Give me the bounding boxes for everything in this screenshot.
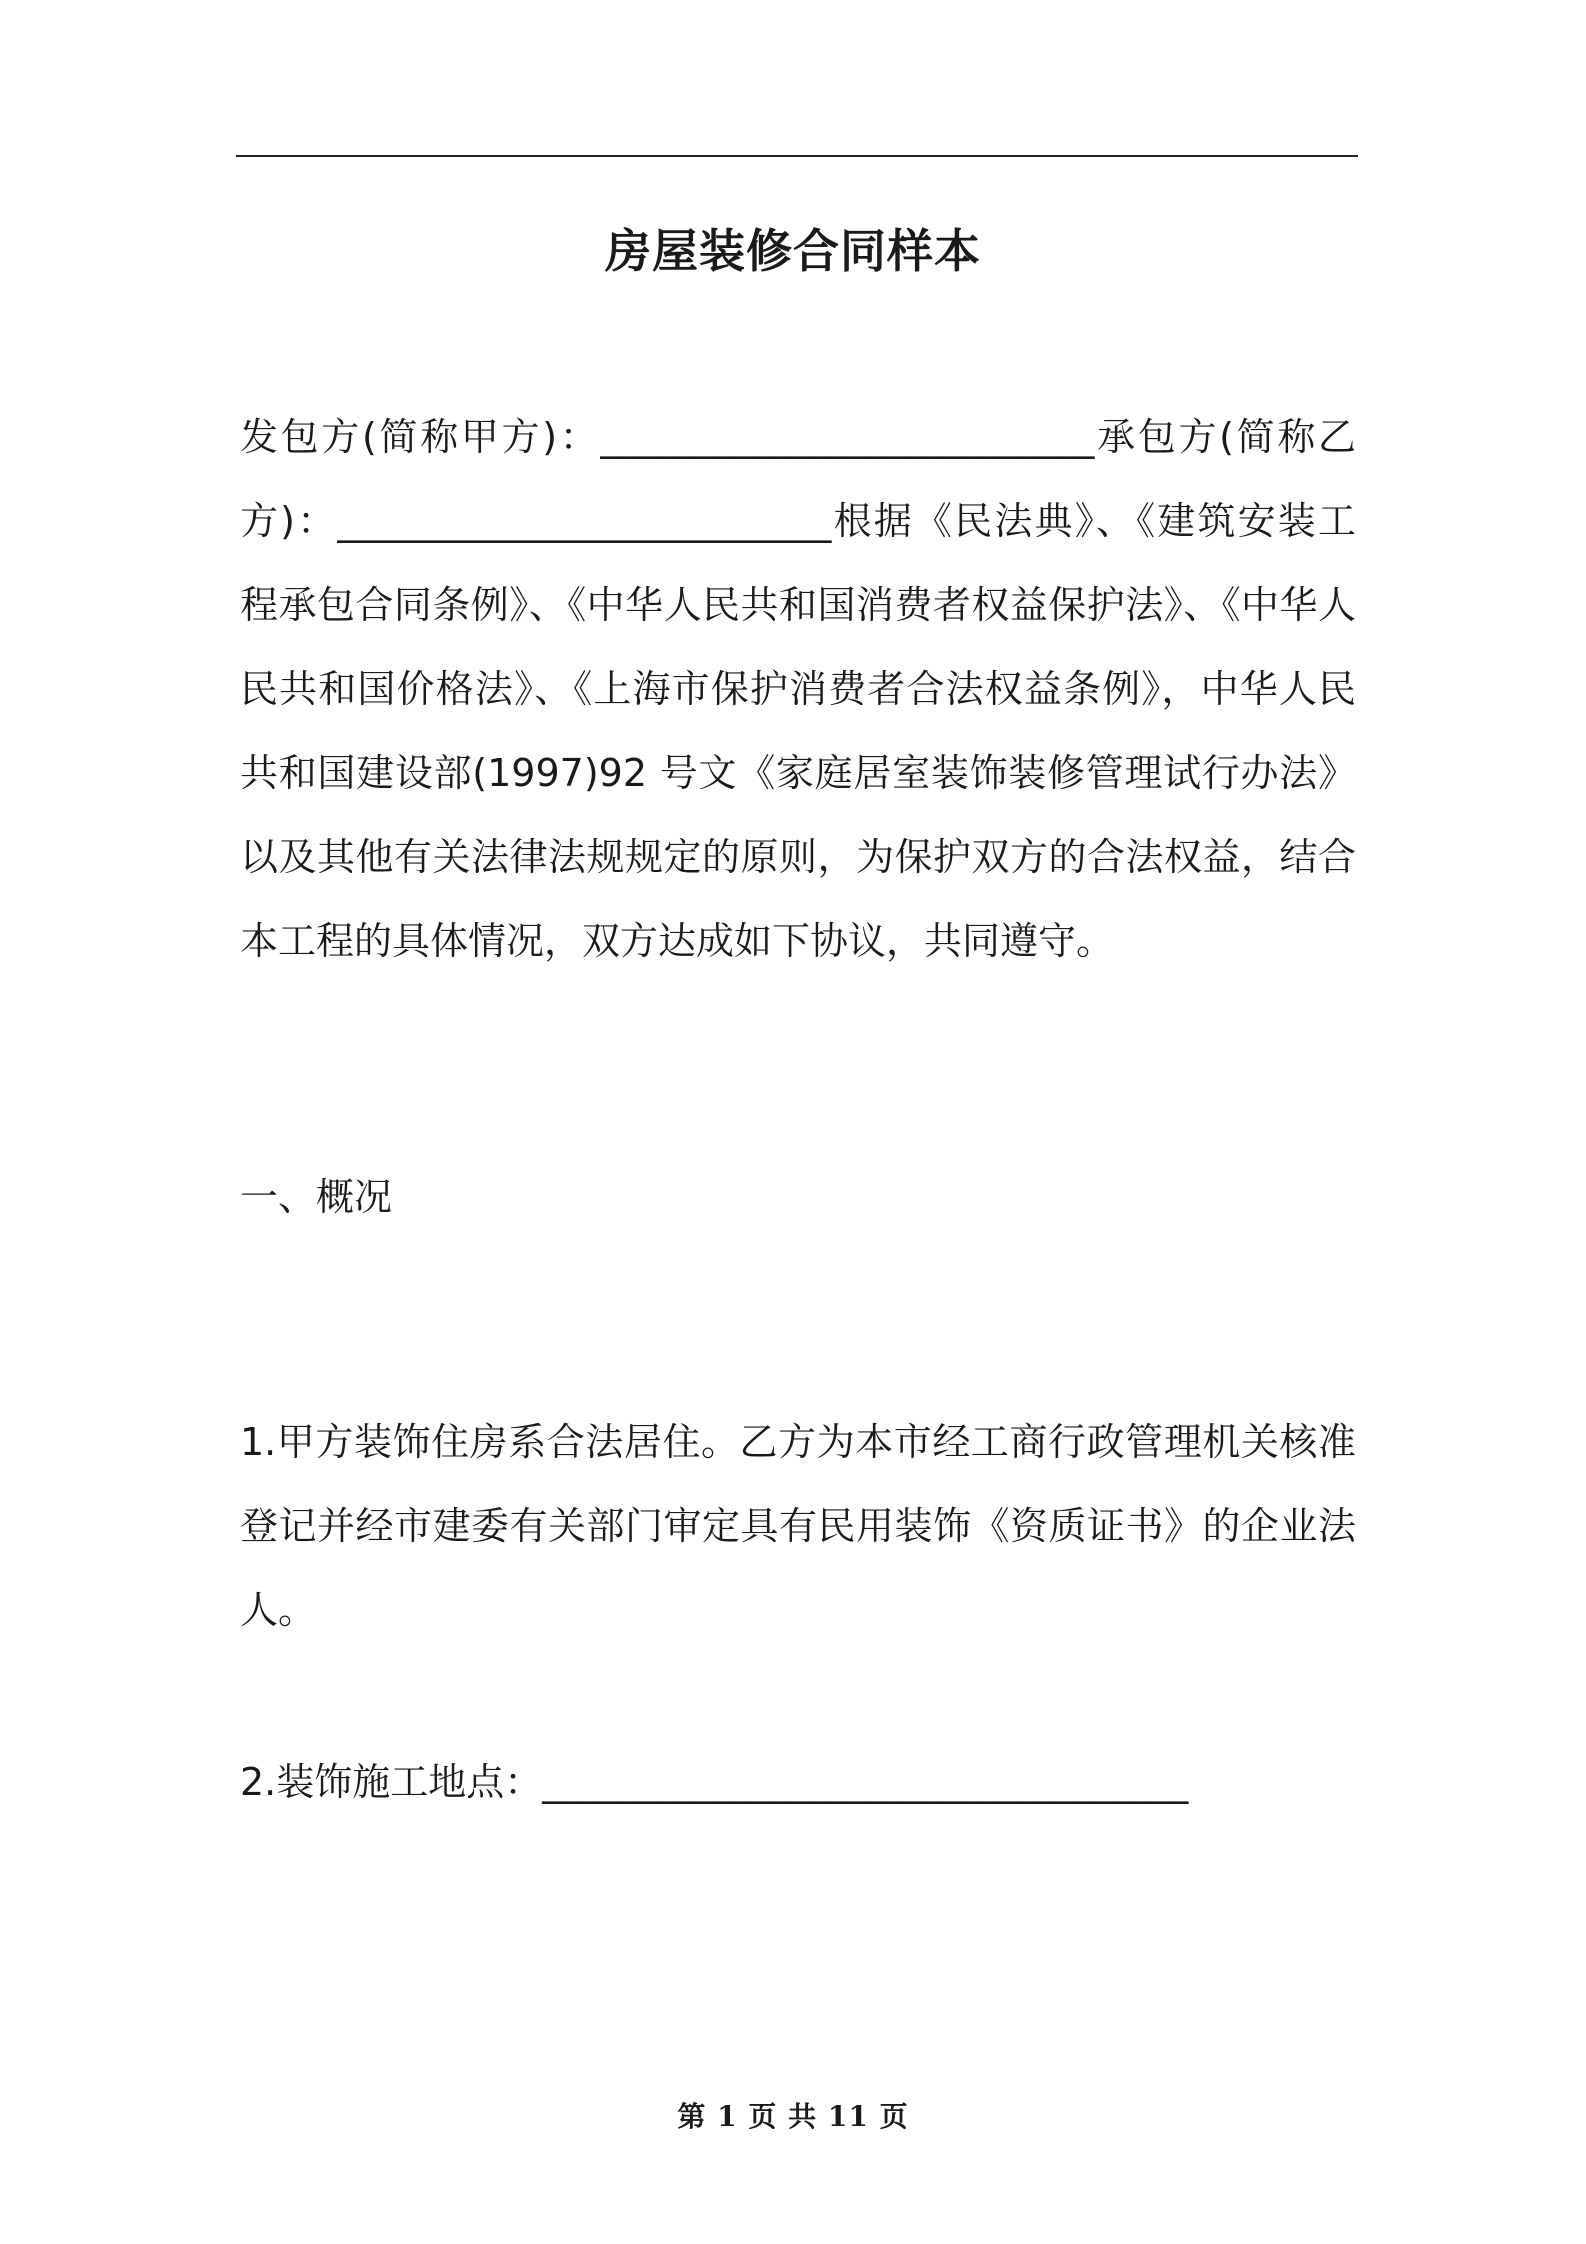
page-number-footer: 第 1 页 共 11 页 [677,2100,909,2133]
clause-2-construction-site: 2.装饰施工地点：__________________________________ [240,1760,1189,1804]
section-heading-overview: 一、概况 [240,1175,393,1219]
document-title: 房屋装修合同样本 [605,224,981,278]
clause-1-paragraph: 1.甲方装饰住房系合法居住。乙方为本市经工商行政管理机关核准登记并经市建委有关部门审定具有民用装饰《资质证书》的企业法人。 [240,1420,1356,1632]
header-rule [236,155,1358,157]
preamble-paragraph: 发包方(简称甲方)：__________________________承包方(简称乙方)：__________________________根据《民法典》、《建筑安装工程承包合同条例》、《中华人民共和国消费者权益保护法》、《中华人民共和国价格法》、《上海市保护消费者合法权益条例》，中华人民共和国建设部(1997)92 号文《家庭居室装饰装修管理试行办法》以及其他有关法律法规规定的原则，为保护双方的合法权益，结合本工程的具体情况，双方达成如下协议，共同遵守。 [240,415,1356,963]
